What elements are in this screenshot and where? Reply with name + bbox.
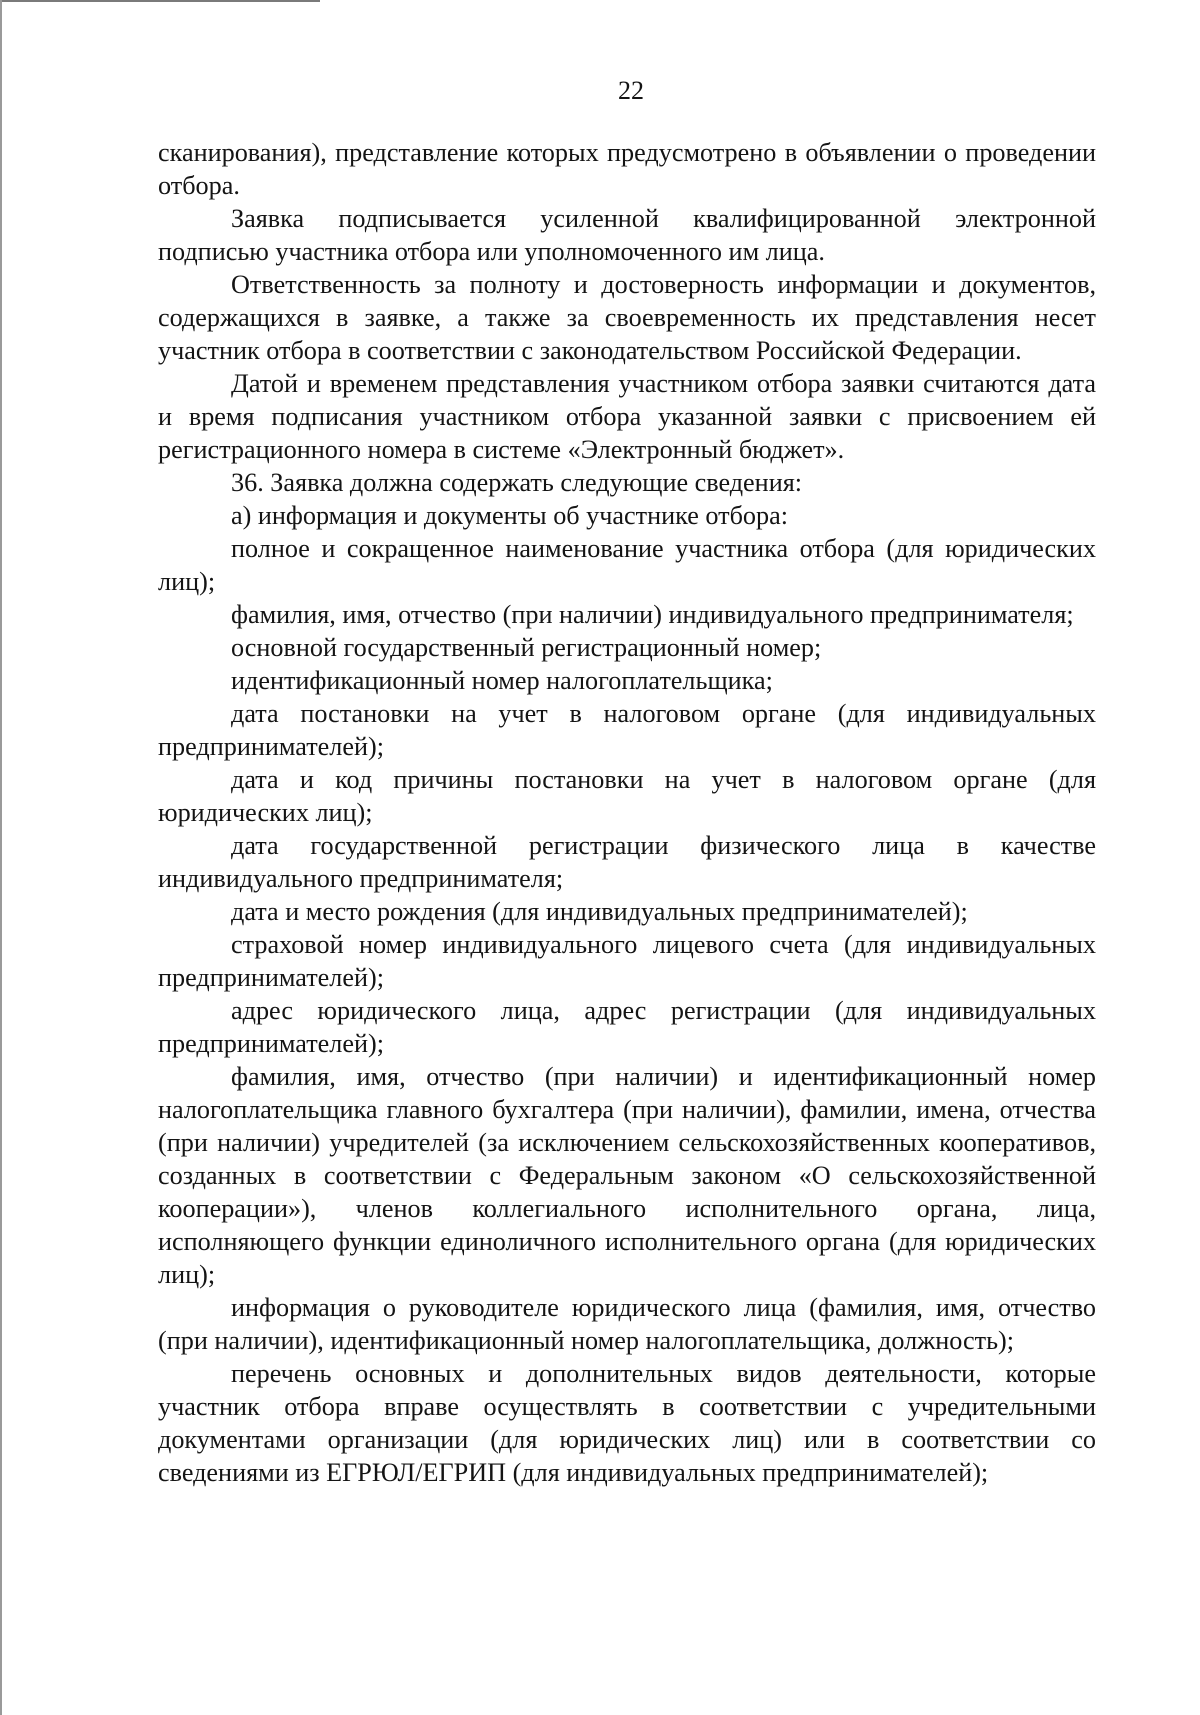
paragraph: 36. Заявка должна содержать следующие сведения: xyxy=(231,468,803,497)
scan-border-top xyxy=(0,0,320,2)
list-item: основной государственный регистрационный номер; xyxy=(231,633,822,662)
list-item: полное и сокращенное наименование участника отбора (для юридических лиц); xyxy=(158,534,1096,596)
page-number: 22 xyxy=(618,76,644,105)
list-item: дата и код причины постановки на учет в налоговом органе (для юридических лиц); xyxy=(158,765,1096,827)
list-item: фамилия, имя, отчество (при наличии) индивидуального предпринимателя; xyxy=(231,600,1074,629)
scan-border-left xyxy=(0,0,2,1715)
list-item: дата постановки на учет в налоговом органе (для индивидуальных предпринимателей); xyxy=(158,699,1096,761)
list-item: адрес юридического лица, адрес регистрации (для индивидуальных предпринимателей); xyxy=(158,996,1096,1058)
list-item: фамилия, имя, отчество (при наличии) и идентификационный номер налогоплательщика главного бухгалтера (при наличии), фамилии, имена, отчества (при наличии) учредителей (за исключением сельскохозяйственных кооперативов, созданных в соответствии с Федеральным законом «О сельскохозяйственной кооперации»), членов коллегиального исполнительного органа, лица, исполняющего функции единоличного исполнительного органа (для юридических лиц); xyxy=(158,1062,1096,1289)
paragraph: Ответственность за полноту и достоверность информации и документов, содержащихся в заявке, а также за своевременность их представления несет участник отбора в соответствии с законодательством Российской Федерации. xyxy=(158,270,1096,365)
paragraph: Датой и временем представления участником отбора заявки считаются дата и время подписания участником отбора указанной заявки с присвоением ей регистрационного номера в системе «Электронный бюджет». xyxy=(158,369,1096,464)
list-item: идентификационный номер налогоплательщика; xyxy=(231,666,773,695)
paragraph: сканирования), представление которых предусмотрено в объявлении о проведении отбора. xyxy=(158,138,1096,200)
document-body xyxy=(158,136,1096,1489)
paragraph: а) информация и документы об участнике отбора: xyxy=(231,501,788,530)
list-item: перечень основных и дополнительных видов деятельности, которые участник отбора вправе осуществлять в соответствии с учредительными документами организации (для юридических лиц) или в соответствии со сведениями из ЕГРЮЛ/ЕГРИП (для индивидуальных предпринимателей); xyxy=(158,1359,1096,1487)
list-item: дата и место рождения (для индивидуальных предпринимателей); xyxy=(231,897,968,926)
paragraph: Заявка подписывается усиленной квалифицированной электронной подписью участника отбора или уполномоченного им лица. xyxy=(158,204,1096,266)
list-item: страховой номер индивидуального лицевого счета (для индивидуальных предпринимателей); xyxy=(158,930,1096,992)
list-item: дата государственной регистрации физического лица в качестве индивидуального предпринимателя; xyxy=(158,831,1096,893)
list-item: информация о руководителе юридического лица (фамилия, имя, отчество (при наличии), идентификационный номер налогоплательщика, должность); xyxy=(158,1293,1096,1355)
